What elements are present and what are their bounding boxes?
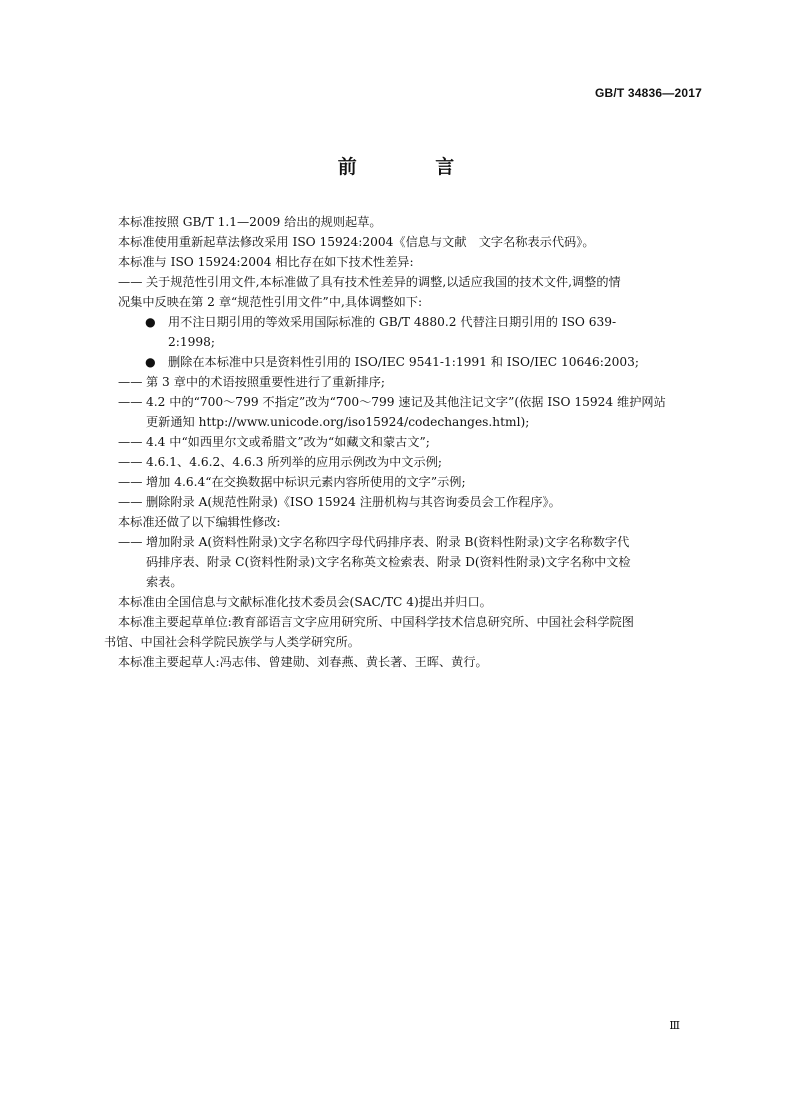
dash-list-item: [118, 432, 704, 452]
item-text: 4.6.1、4.6.2、4.6.3 所列举的应用示例改为中文示例;: [146, 455, 443, 469]
item-text: 用不注日期引用的等效采用国际标准的 GB/T 4880.2 代替注日期引用的 ISO 639-: [168, 315, 617, 329]
item-text: 删除附录 A(规范性附录)《ISO 15924 注册机构与其咨询委员会工作程序》。: [146, 495, 561, 509]
bullet-list-item: [118, 312, 704, 352]
standard-code: GB/T 34836—2017: [594, 86, 702, 100]
item-text: 增加附录 A(资料性附录)文字名称四字母代码排序表、附录 B(资料性附录)文字名称数字代: [146, 535, 630, 549]
dash-mark: ——: [118, 395, 143, 409]
paragraph: 本标准由全国信息与文献标准化技术委员会(SAC/TC 4)提出并归口。: [118, 595, 492, 609]
item-text-continued: 更新通知 http://www.unicode.org/iso15924/codechanges.html);: [146, 415, 530, 429]
dash-list-item: [118, 272, 704, 312]
dash-list-item: [118, 472, 704, 492]
dash-list-item: [118, 452, 704, 472]
item-text: 增加 4.6.4“在交换数据中标识元素内容所使用的文字”示例;: [146, 475, 466, 489]
item-text-continued: 2:1998;: [168, 335, 215, 349]
paragraph-continued: 书馆、中国社会科学院民族学与人类学研究所。: [104, 635, 360, 649]
paragraph: 本标准与 ISO 15924:2004 相比存在如下技术性差异:: [118, 255, 414, 269]
page-title: 前 言: [337, 156, 491, 178]
dash-mark: ——: [118, 455, 143, 469]
dash-list-item: [118, 392, 704, 432]
item-text-continued: 码排序表、附录 C(资料性附录)文字名称英文检索表、附录 D(资料性附录)文字名称中文检: [146, 555, 631, 569]
dash-list-item: [118, 532, 704, 592]
paragraph: 本标准还做了以下编辑性修改:: [118, 515, 281, 529]
item-text: 删除在本标准中只是资料性引用的 ISO/IEC 9541-1:1991 和 ISO/IEC 10646:2003;: [168, 355, 639, 369]
dash-mark: ——: [118, 535, 143, 549]
dash-mark: ——: [118, 275, 143, 289]
dash-mark: ——: [118, 375, 143, 389]
dash-mark: ——: [118, 475, 143, 489]
bullet-icon: ●: [145, 315, 156, 329]
item-text: 4.4 中“如西里尔文或希腊文”改为“如藏文和蒙古文”;: [146, 435, 430, 449]
item-text-continued: 况集中反映在第 2 章“规范性引用文件”中,具体调整如下:: [118, 295, 423, 309]
dash-list-item: [118, 492, 704, 512]
paragraph: 本标准按照 GB/T 1.1—2009 给出的规则起草。: [118, 215, 382, 229]
item-text: 4.2 中的“700～799 不指定”改为“700～799 速记及其他注记文字”(依据 ISO 15924 维护网站: [146, 395, 666, 409]
page-number: Ⅲ: [669, 1019, 680, 1032]
item-text: 关于规范性引用文件,本标准做了具有技术性差异的调整,以适应我国的技术文件,调整的情: [146, 275, 621, 289]
bullet-list-item: [118, 352, 704, 372]
item-text-continued: 索表。: [146, 575, 183, 589]
dash-list-item: [118, 372, 704, 392]
paragraph: 本标准主要起草人:冯志伟、曾建勋、刘春燕、黄长著、王晖、黄行。: [118, 655, 488, 669]
dash-mark: ——: [118, 435, 143, 449]
paragraph: 本标准主要起草单位:教育部语言文字应用研究所、中国科学技术信息研究所、中国社会科学院图: [118, 615, 634, 629]
item-text: 第 3 章中的术语按照重要性进行了重新排序;: [146, 375, 385, 389]
bullet-icon: ●: [145, 355, 156, 369]
paragraph: 本标准使用重新起草法修改采用 ISO 15924:2004《信息与文献 文字名称表示代码》。: [118, 235, 595, 249]
document-body: [104, 212, 704, 672]
dash-mark: ——: [118, 495, 143, 509]
